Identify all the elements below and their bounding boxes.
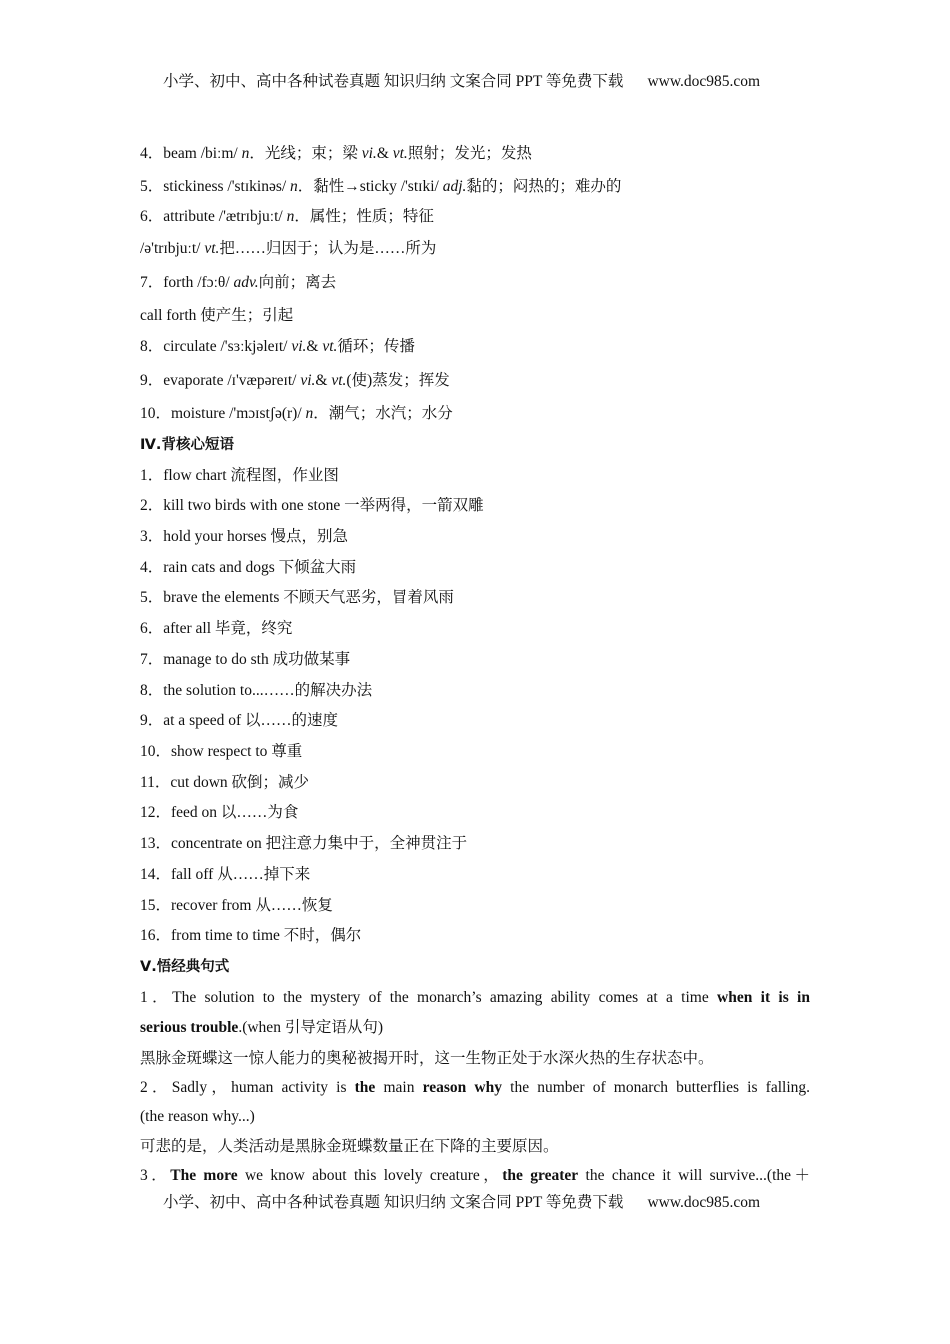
text-segment: 6．attribute /'ætrɪbjuːt/ — [140, 208, 287, 225]
text-segment: 15．recover from 从……恢复 — [140, 897, 333, 914]
text-line — [140, 177, 621, 197]
bold-text: reason why — [422, 1079, 502, 1096]
text-line — [140, 588, 454, 608]
italic-text: adj. — [442, 178, 467, 195]
italic-text: vt. — [392, 145, 408, 162]
footer-text: 小学、初中、高中各种试卷真题 知识归纳 文案合同 PPT 等免费下载 — [163, 1194, 624, 1211]
italic-text: vt. — [322, 338, 338, 355]
italic-text: vt. — [331, 372, 347, 389]
text-segment: 1．The solution to the mystery of the monarch’s amazing ability comes at a time — [140, 989, 718, 1006]
text-segment: main — [375, 1079, 423, 1096]
text-line — [140, 865, 310, 885]
text-line — [140, 896, 333, 916]
page-header — [163, 69, 760, 91]
text-segment: 把……归因于；认为是……所为 — [219, 240, 437, 257]
text-line — [140, 773, 309, 793]
heading-text: Ⅳ.背核心短语 — [140, 437, 234, 453]
text-line — [140, 144, 532, 164]
text-line — [140, 496, 484, 516]
text-segment: 8．the solution to...……的解决办法 — [140, 682, 373, 699]
text-segment: ．光线；束；梁 — [249, 145, 362, 162]
text-segment: ．潮气；水汽；水分 — [313, 405, 453, 422]
text-segment: the number of monarch butterflies is falling. — [501, 1079, 810, 1096]
text-segment: 10．show respect to 尊重 — [140, 743, 303, 760]
text-line — [140, 803, 298, 823]
text-line — [140, 337, 415, 357]
text-segment: 7．manage to do sth 成功做某事 — [140, 651, 351, 668]
text-line — [140, 988, 810, 1008]
bold-text: the — [354, 1079, 376, 1096]
text-segment: 循环；传播 — [337, 338, 415, 355]
bold-text: the greater — [502, 1167, 579, 1184]
footer-url: www.doc985.com — [647, 1194, 761, 1211]
text-segment: (the reason why...) — [140, 1108, 255, 1125]
text-segment: 8．circulate /'sɜːkjəleɪt/ — [140, 338, 292, 355]
text-line — [140, 742, 302, 762]
italic-text: vt. — [204, 240, 220, 257]
text-segment: 2．kill two birds with one stone 一举两得，一箭双雕 — [140, 497, 484, 514]
text-segment: 3． — [140, 1167, 171, 1184]
text-segment: 7．forth /fɔːθ/ — [140, 274, 234, 291]
text-segment: 9．evaporate /ɪ'væpəreɪt/ — [140, 372, 301, 389]
text-line — [140, 711, 338, 731]
text-segment: 16．from time to time 不时，偶尔 — [140, 927, 362, 944]
text-segment: 向前；离去 — [258, 274, 337, 291]
text-line — [140, 834, 467, 854]
text-segment: .(when 引导定语从句) — [238, 1019, 383, 1036]
text-segment: & — [315, 372, 332, 389]
heading-text: Ⅴ.悟经典句式 — [140, 959, 230, 975]
text-line — [140, 207, 434, 227]
text-segment: 11．cut down 砍倒；减少 — [140, 774, 310, 791]
text-line — [140, 619, 292, 639]
text-segment: 4．rain cats and dogs 下倾盆大雨 — [140, 559, 357, 576]
text-line — [140, 527, 348, 547]
text-segment: 照射；发光；发热 — [407, 145, 532, 162]
text-line — [140, 1137, 559, 1157]
text-line — [140, 306, 293, 326]
header-text: 小学、初中、高中各种试卷真题 知识归纳 文案合同 PPT 等免费下载 — [163, 73, 624, 90]
text-segment: 黏的；闷热的；难办的 — [466, 178, 622, 195]
text-line — [140, 926, 361, 946]
italic-text: adv. — [233, 274, 259, 291]
text-line — [140, 1049, 714, 1069]
text-segment: 12．feed on 以……为食 — [140, 804, 299, 821]
text-segment: 1．flow chart 流程图，作业图 — [140, 467, 339, 484]
text-line — [140, 650, 350, 670]
bold-text: serious trouble — [140, 1019, 239, 1036]
text-segment: (使)蒸发；挥发 — [346, 372, 450, 389]
section-heading — [140, 957, 229, 977]
page-footer — [163, 1190, 760, 1212]
text-segment: 黑脉金斑蝶这一惊人能力的奥秘被揭开时，这一生物正处于水深火热的生存状态中。 — [140, 1050, 714, 1067]
text-segment: 3．hold your horses 慢点，别急 — [140, 528, 348, 545]
text-line — [140, 558, 356, 578]
text-segment: 9．at a speed of 以……的速度 — [140, 712, 339, 729]
italic-text: vi. — [361, 145, 377, 162]
text-segment: 4．beam /biːm/ — [140, 145, 242, 162]
italic-text: n — [241, 145, 250, 162]
text-line — [140, 239, 436, 259]
text-line — [140, 681, 372, 701]
bold-text: The more — [170, 1167, 238, 1184]
italic-text: vi. — [300, 372, 316, 389]
text-segment: 2．Sadly，human activity is — [140, 1079, 355, 1096]
text-segment: 5．brave the elements 不顾天气恶劣，冒着风雨 — [140, 589, 454, 606]
text-line — [140, 1166, 810, 1186]
text-line — [140, 273, 336, 293]
text-segment: & — [306, 338, 323, 355]
text-segment: call forth 使产生；引起 — [140, 307, 294, 324]
text-line — [140, 466, 339, 486]
italic-text: n — [290, 178, 298, 195]
text-segment: we know about this lovely creature， — [237, 1167, 503, 1184]
text-line — [140, 1078, 810, 1098]
header-url: www.doc985.com — [647, 73, 761, 90]
bold-text: when it is in — [717, 989, 810, 1006]
text-line — [140, 1018, 383, 1038]
text-line — [140, 371, 450, 391]
text-segment: 13．concentrate on 把注意力集中于，全神贯注于 — [140, 835, 468, 852]
text-segment: 5．stickiness /'stɪkinəs/ — [140, 178, 291, 195]
text-segment: 6．after all 毕竟，终究 — [140, 620, 293, 637]
text-segment: 可悲的是，人类活动是黑脉金斑蝶数量正在下降的主要原因。 — [140, 1138, 559, 1155]
text-segment: 14．fall off 从……掉下来 — [140, 866, 311, 883]
italic-text: n — [305, 405, 314, 422]
text-line — [140, 404, 453, 424]
text-segment: ．黏性→sticky /'stɪki/ — [297, 178, 443, 195]
section-heading — [140, 435, 234, 455]
text-segment: ．属性；性质；特征 — [294, 208, 434, 225]
text-segment: & — [376, 145, 393, 162]
text-segment: /ə'trɪbjuːt/ — [140, 240, 205, 257]
italic-text: n — [286, 208, 295, 225]
italic-text: vi. — [291, 338, 307, 355]
text-segment: 10．moisture /'mɔɪstʃə(r)/ — [140, 405, 306, 422]
text-segment: the chance it will survive...(the＋ — [578, 1167, 810, 1184]
text-line — [140, 1107, 255, 1127]
